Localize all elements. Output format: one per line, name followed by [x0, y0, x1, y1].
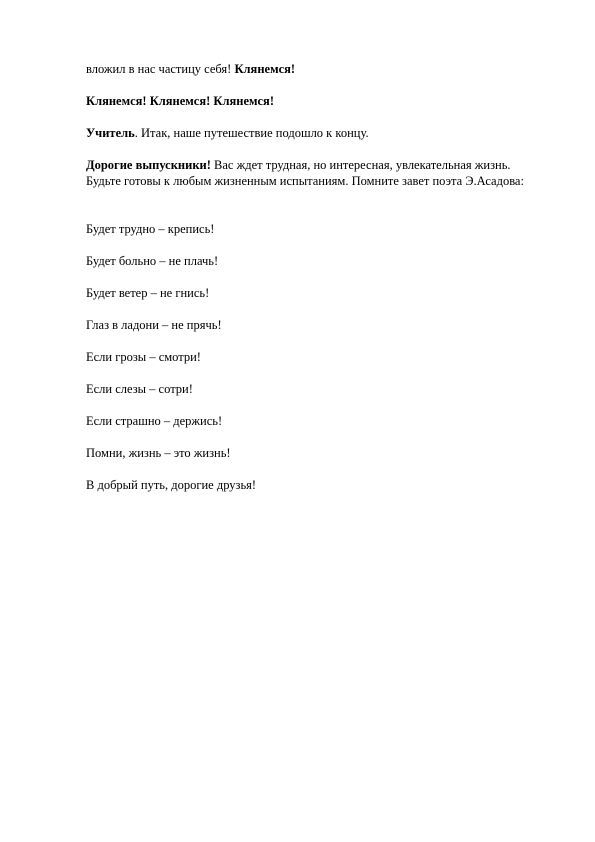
graduates-speech: Вас ждет трудная, но интересная, увлекательная жизнь. Будьте готовы к любым жизненным испытаниям. Помните завет поэта Э.Асадова: [86, 158, 524, 188]
poem-line: Помни, жизнь – это жизнь! [86, 446, 231, 460]
paragraph-oath-end [86, 61, 526, 77]
poem-line: Глаз в ладони – не прячь! [86, 318, 222, 332]
speaker-label: Учитель [86, 126, 135, 140]
graduates-address: Дорогие выпускники! [86, 158, 211, 172]
poem-line: Если слезы – сотри! [86, 382, 193, 396]
paragraph-graduates [86, 157, 530, 189]
oath-exclamation: Клянемся! [234, 62, 296, 76]
poem-line: В добрый путь, дорогие друзья! [86, 478, 257, 492]
poem-line: Будет ветер – не гнись! [86, 286, 210, 300]
poem-line: Если грозы – смотри! [86, 350, 201, 364]
poem-line: Будет больно – не плачь! [86, 254, 219, 268]
poem-line: Будет трудно – крепись! [86, 222, 215, 236]
poem-line: Если страшно – держись! [86, 414, 223, 428]
paragraph-teacher [86, 125, 526, 141]
oath-text: вложил в нас частицу себя! [86, 62, 235, 76]
teacher-speech: . Итак, наше путешествие подошло к концу. [134, 126, 369, 140]
oath-repeat-text: Клянемся! Клянемся! Клянемся! [86, 94, 274, 108]
paragraph-oath-repeat [86, 93, 526, 109]
